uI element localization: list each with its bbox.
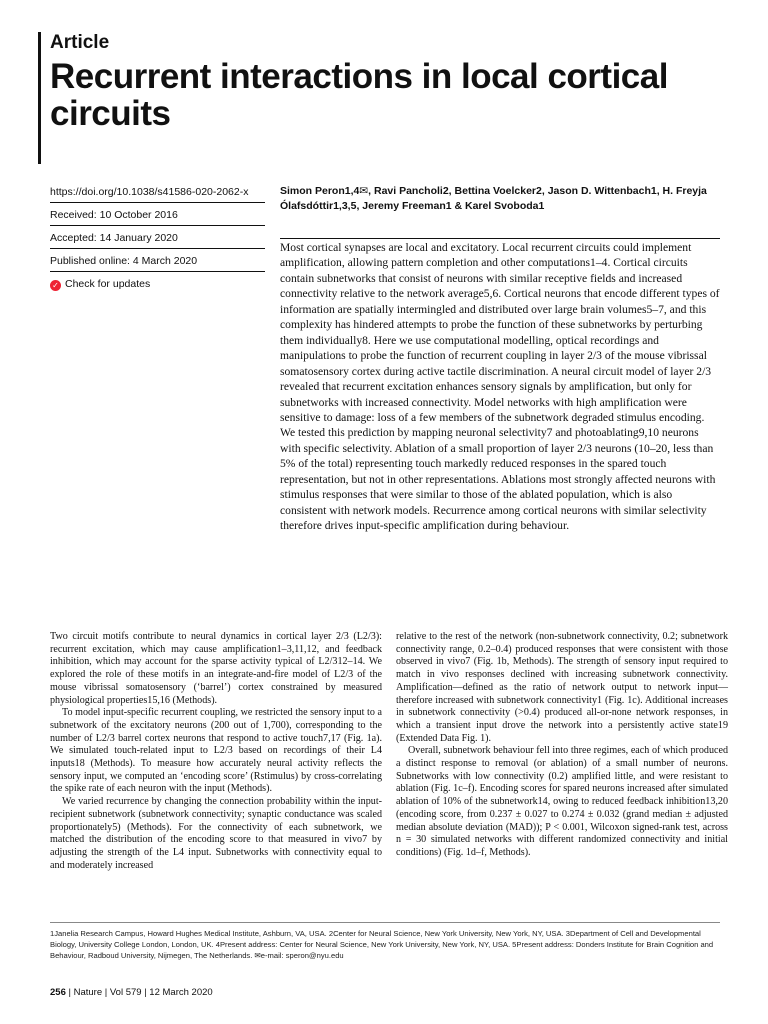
check-updates-icon: ✓	[50, 280, 61, 291]
article-title: Recurrent interactions in local cortical circuits	[50, 57, 668, 133]
paragraph: relative to the rest of the network (non-subnetwork connectivity, 0.2; subnetwork connectivity range, 0.2–0.4) produced responses that were consistent with those observed in vivo7 (Fig. 1b, Methods). The strength of sensory input required to match in vivo responses declined with increasing subnetwork connectivity. Amplification—defined as the ratio of network output to network input—therefore increased with subnetwork connectivity1 (Fig. 1c). Additional increases in subnetwork connectivity (>0.4) produced all-or-none network responses, in which a transient input drove the network into a persistently active state19 (Extended Data Fig. 1).	[396, 631, 728, 744]
abstract-divider	[280, 238, 720, 239]
abstract: Most cortical synapses are local and excitatory. Local recurrent circuits could implement amplification, allowing pattern completion and other computations1–4. Cortical circuits contain subnetworks that consist of neurons with similar receptive fields and increased connectivity relative to the network average5,6. Cortical neurons that encode different types of information are spatially intermingled and distributed over large brain volumes5–7, and this complexity has hindered attempts to probe the function of these subnetworks by perturbing them individually8. Here we use computational modelling, optical recordings and manipulations to probe the function of recurrent coupling in layer 2/3 of the mouse vibrissal somatosensory cortex during active tactile discrimination. A neural circuit model of layer 2/3 revealed that recurrent excitation enhances sensory signals by amplification, but only for subnetworks with increased connectivity. Model networks with high amplification were sensitive to damage: loss of a few members of the subnetwork degraded stimulus encoding. We tested this prediction by mapping neuronal selectivity7 and photoablating9,10 neurons with specific selectivity. Ablation of a small proportion of layer 2/3 neurons (10–20, less than 5% of the total) representing touch markedly reduced responses in the spared touch representation, but not in other representations. Ablations most strongly affected neurons with stimulus responses that were similar to those of the ablated population, which is also consistent with network models. Recurrence among cortical neurons with similar selectivity therefore drives input-specific amplification during behaviour.	[280, 241, 720, 533]
page-number: 256	[50, 987, 66, 998]
check-updates-label: Check for updates	[65, 278, 151, 290]
paragraph: We varied recurrence by changing the connection probability within the input-recipient subnetwork (subnetwork connectivity; synaptic conductance was scaled proportionately5) (Methods). For the connectivity of each subnetwork, we matched the distribution of the encoding score to that measured in vivo7 by adjusting the strength of the L4 input. Subnetworks with connectivity equal to and moderately increased	[50, 796, 382, 871]
journal-citation: | Nature | Vol 579 | 12 March 2020	[68, 987, 213, 998]
doi-link[interactable]: https://doi.org/10.1038/s41586-020-2062-x	[50, 184, 265, 203]
author-list: Simon Peron1,4✉, Ravi Pancholi2, Bettina Voelcker2, Jason D. Wittenbach1, H. Freyja Ólafsdóttir1,3,5, Jeremy Freeman1 & Karel Svoboda1	[280, 185, 707, 212]
paragraph: Two circuit motifs contribute to neural dynamics in cortical layer 2/3 (L2/3): recurrent excitation, which may cause amplification1–3,11,12, and feedback inhibition, which may account for the sparse activity typical of L2/312–14. We explored the role of these motifs in an integrate-and-fire model of L2/3 of the mouse vibrissal somatosensory (‘barrel’) cortex constrained by measured physiological properties15,16 (Methods).	[50, 631, 382, 706]
left-accent-rule	[38, 32, 41, 164]
paragraph: Overall, subnetwork behaviour fell into three regimes, each of which produced a distinct response to removal (or ablation) of a small number of neurons. Subnetworks with low connectivity (0.2) amplified little, and were resistant to ablation (Fig. 1c–f). Encoding scores for spared neurons increased after simulated ablation of 10% of the subnetwork14, owing to reduced feedback inhibition13,20 (encoding score, from 0.237 ± 0.027 to 0.274 ± 0.032 (grand median ± adjusted median absolute deviation (MAD)); P < 0.001, Wilcoxon signed-rank test, across n = 30 simulated networks with different randomized connectivity and initial conditions) (Fig. 1d–f, Methods).	[396, 745, 728, 858]
article-metadata	[50, 184, 265, 299]
affiliations-footnote: 1Janelia Research Campus, Howard Hughes Medical Institute, Ashburn, VA, USA. 2Center for Neural Science, New York University, New York, NY, USA. 3Department of Cell and Developmental Biology, University College London, London, UK. 4Present address: Center for Neural Science, New York University, New York, NY, USA. 5Present address: Donders Institute for Brain Cognition and Behaviour, Radboud University, Nijmegen, The Netherlands. ✉e-mail: speron@nyu.edu	[50, 929, 714, 960]
body-column-left	[50, 631, 382, 872]
footnote-divider	[50, 922, 720, 923]
received-date: Received: 10 October 2016	[50, 207, 265, 226]
check-updates-link[interactable]	[50, 276, 265, 295]
accepted-date: Accepted: 14 January 2020	[50, 230, 265, 249]
published-date: Published online: 4 March 2020	[50, 253, 265, 272]
paragraph: To model input-specific recurrent coupling, we restricted the sensory input to a subnetwork of the excitatory neurons (200 out of 1,700), corresponding to the number of L2/3 barrel cortex neurons that respond to active touch7,17 (Fig. 1a). We simulated touch-related input to L2/3 based on recordings of their L4 inputs18 (Methods). To measure how accurately neural activity reflects the sensory input, we computed an ‘encoding score’ (Rstimulus) by cross-correlating the spike rate of each neuron with the input (Methods).	[50, 707, 382, 795]
page-footer	[50, 987, 213, 998]
section-label: Article	[50, 32, 110, 53]
body-column-right	[396, 631, 728, 860]
